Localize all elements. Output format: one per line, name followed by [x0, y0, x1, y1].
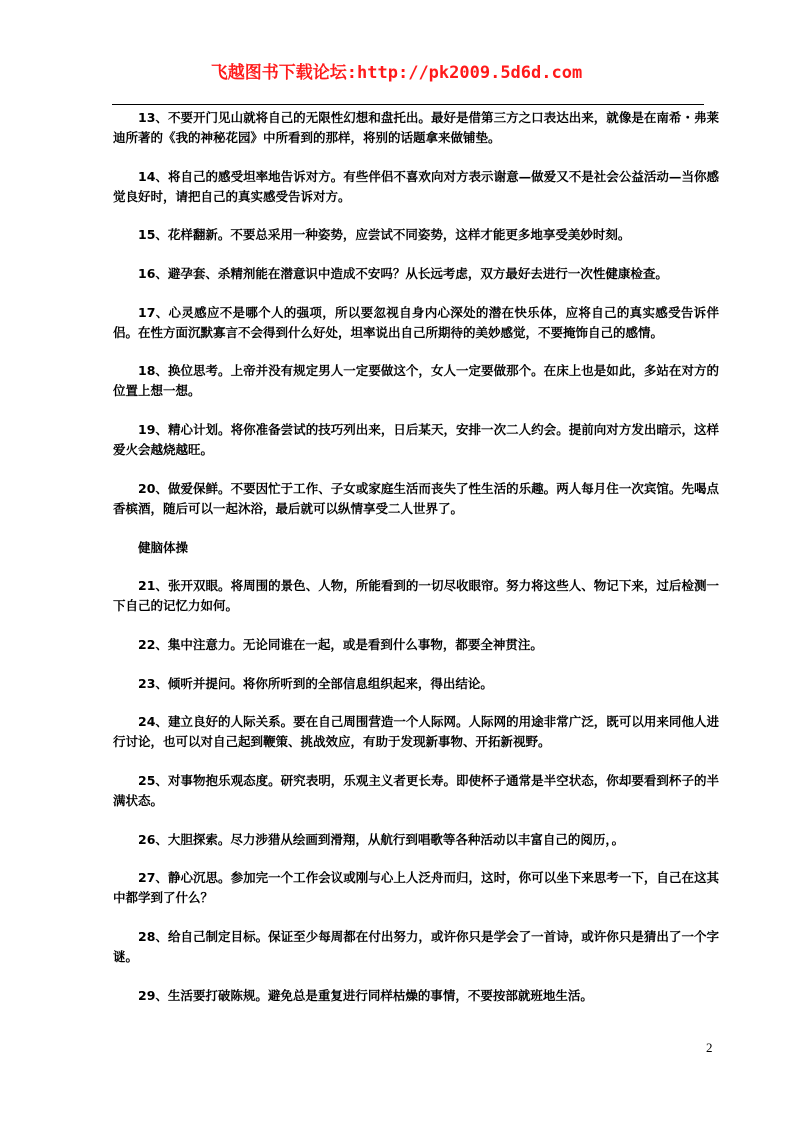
header-divider — [112, 104, 704, 105]
paragraph: 23、倾听并提问。将你所听到的全部信息组织起来，得出结论。 — [138, 675, 493, 691]
paragraph: 20、做爱保鲜。不要因忙于工作、子女或家庭生活而丧失了性生活的乐趣。两人每月住一次宾馆。先喝点香槟酒，随后可以一起沐浴，最后就可以纵情享受二人世界了。 — [113, 480, 719, 516]
paragraph: 29、生活要打破陈规。避免总是重复进行同样枯燥的事情，不要按部就班地生活。 — [138, 987, 593, 1003]
paragraph: 16、避孕套、杀精剂能在潜意识中造成不安吗？从长远考虑，双方最好去进行一次性健康检查。 — [138, 266, 668, 282]
paragraph: 17、心灵感应不是哪个人的强项，所以要忽视自身内心深处的潜在快乐体，应将自己的真实感受告诉伴侣。在性方面沉默寡言不会得到什么好处，坦率说出自己所期待的美妙感觉，不要掩饰自己的感情。 — [113, 304, 719, 340]
document-body — [113, 108, 719, 1024]
paragraph: 21、张开双眼。将周围的景色、人物，所能看到的一切尽收眼帘。努力将这些人、物记下来，过后检测一下自己的记忆力如何。 — [113, 578, 719, 614]
paragraph: 18、换位思考。上帝并没有规定男人一定要做这个，女人一定要做那个。在床上也是如此，多站在对方的位置上想一想。 — [113, 363, 719, 399]
page-number: 2 — [706, 1040, 713, 1055]
paragraph: 13、不要开门见山就将自己的无限性幻想和盘托出。最好是借第三方之口表达出来，就像是在南希・弗莱迪所著的《我的神秘花园》中所看到的那样，将别的话题拿来做铺垫。 — [113, 110, 719, 145]
paragraph: 25、对事物抱乐观态度。研究表明，乐观主义者更长寿。即使杯子通常是半空状态，你却要看到杯子的半满状态。 — [113, 772, 719, 808]
paragraph: 28、给自己制定目标。保证至少每周都在付出努力，或许你只是学会了一首诗，或许你只是猜出了一个字谜。 — [113, 929, 719, 964]
paragraph: 14、将自己的感受坦率地告诉对方。有些伴侣不喜欢向对方表示谢意—做爱又不是社会公益活动—当你感觉良好时，请把自己的真实感受告诉对方。 — [113, 168, 719, 204]
paragraph: 24、建立良好的人际关系。要在自己周围营造一个人际网。人际网的用途非常广泛，既可以用来同他人进行讨论，也可以对自己起到鞭策、挑战效应，有助于发现新事物、开拓新视野。 — [113, 714, 719, 750]
paragraph: 19、精心计划。将你准备尝试的技巧列出来，日后某天，安排一次二人约会。提前向对方发出暗示，这样爱火会越烧越旺。 — [113, 422, 719, 458]
paragraph: 15、花样翻新。不要总采用一种姿势，应尝试不同姿势，这样才能更多地享受美妙时刻。 — [138, 227, 631, 243]
paragraph: 22、集中注意力。无论同谁在一起，或是看到什么事物，都要全神贯注。 — [138, 636, 543, 652]
paragraph: 26、大胆探索。尽力涉猎从绘画到滑翔，从航行到唱歌等各种活动以丰富自己的阅历，。 — [138, 831, 625, 847]
section-heading: 健脑体操 — [138, 539, 189, 555]
page-header-title: 飞越图书下载论坛:http://pk2009.5d6d.com — [210, 63, 583, 83]
paragraph: 27、静心沉思。参加完一个工作会议或刚与心上人泛舟而归，这时，你可以坐下来思考一下，自己在这其中都学到了什么？ — [113, 870, 719, 906]
